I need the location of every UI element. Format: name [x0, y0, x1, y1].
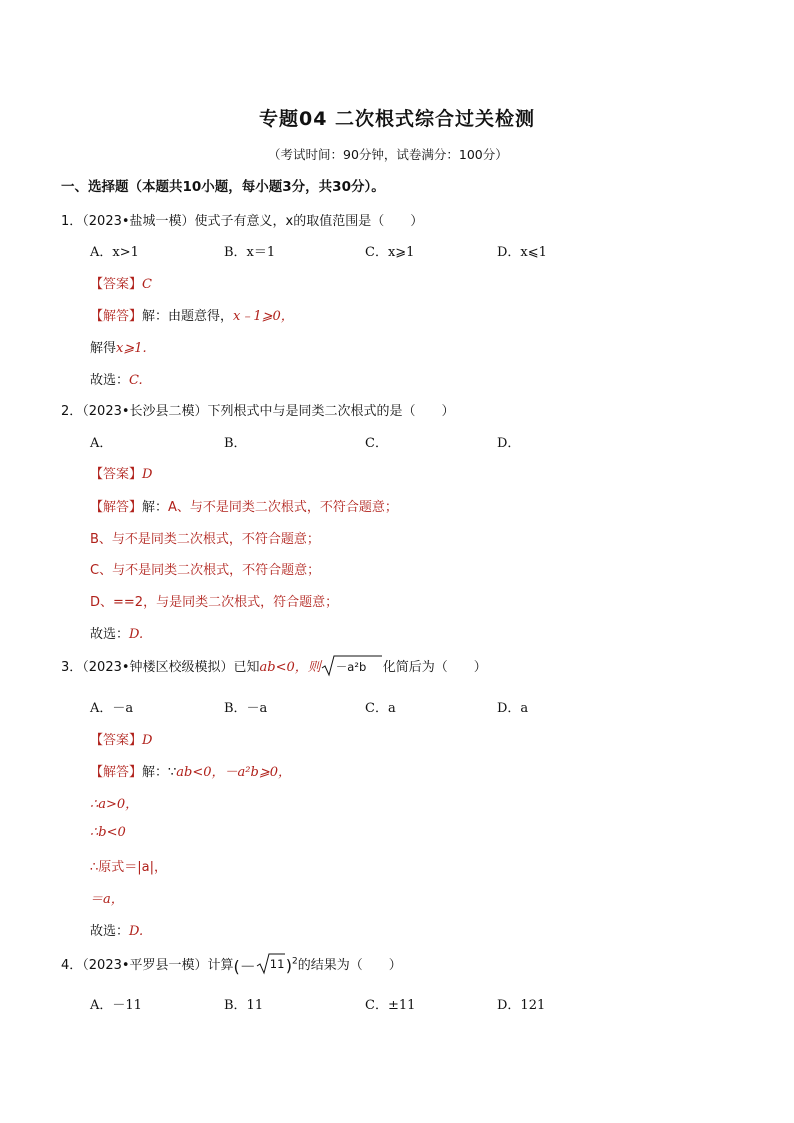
- analysis-expr: x⩾1.: [116, 341, 147, 356]
- q2-analysis-line3: C、与不是同类二次根式，不符合题意；: [90, 563, 321, 578]
- stem-text: 3．（2023•钟楼区校级模拟）已知: [61, 660, 260, 675]
- exam-info: （考试时间：90分钟，试卷满分：100分）: [268, 147, 508, 162]
- analysis-lead: 故选：: [90, 373, 130, 388]
- q2-analysis: [90, 496, 398, 515]
- answer-tag: 【答案】: [90, 277, 143, 292]
- analysis-lead: 解：: [142, 500, 169, 515]
- radicand: 11: [269, 956, 285, 971]
- q1-option-b: B．x＝1: [224, 245, 276, 260]
- q3-analysis-line3: ∴b<0: [90, 825, 126, 840]
- q2-option-b: B．: [224, 436, 247, 451]
- analysis-tag: 【解答】: [90, 765, 143, 780]
- q3-option-a: A．－a: [90, 701, 134, 716]
- analysis-expr: x﹣1⩾0，: [233, 309, 294, 324]
- radicand: －a²b: [335, 659, 367, 674]
- analysis-expr: D.: [129, 627, 144, 642]
- analysis-lead: 解：∵: [142, 765, 177, 780]
- q1-analysis-line2: [90, 337, 147, 356]
- q4-option-d: D．121: [497, 998, 546, 1013]
- q1-answer: [90, 273, 152, 292]
- q3-option-d: D．a: [497, 701, 529, 716]
- q2-analysis-line5: [90, 623, 143, 642]
- q4-option-b: B．11: [224, 998, 264, 1013]
- analysis-expr: D.: [129, 924, 144, 939]
- page-title: 专题04 二次根式综合过关检测: [258, 108, 536, 130]
- q1-option-c: C．x⩾1: [365, 245, 415, 260]
- sqrt-expression: [256, 953, 286, 975]
- stem-condition: ab<0，则: [259, 660, 321, 675]
- analysis-expr: C.: [129, 373, 143, 388]
- analysis-lead: 故选：: [90, 627, 130, 642]
- q1-option-a: A．x>1: [90, 245, 139, 260]
- paren-open: (－: [233, 957, 256, 976]
- analysis-tag: 【解答】: [90, 309, 143, 324]
- q4-option-c: C．±11: [365, 998, 416, 1013]
- q1-analysis-line3: [90, 369, 143, 388]
- q3-analysis-line5: ＝a，: [90, 892, 124, 907]
- q2-analysis-line2: B、与不是同类二次根式，不符合题意；: [90, 532, 320, 547]
- q3-stem: [61, 656, 487, 677]
- q3-analysis-line4: ∴原式＝|a|，: [90, 860, 167, 875]
- q1-stem: 1．（2023•盐城一模）使式子有意义，x的取值范围是（ ）: [61, 214, 424, 229]
- answer-value: C: [142, 277, 152, 292]
- q4-stem: [61, 954, 402, 977]
- analysis-expr: ab<0，－a²b⩾0，: [176, 765, 291, 780]
- q3-option-c: C．a: [365, 701, 396, 716]
- q3-analysis-line6: [90, 920, 143, 939]
- sqrt-expression: [321, 655, 383, 677]
- stem-text: 化简后为（ ）: [382, 660, 487, 675]
- q2-analysis-line4: D、==2，与是同类二次根式，符合题意；: [90, 595, 339, 610]
- q2-option-d: D．: [497, 436, 521, 451]
- analysis-lead: 解：由题意得，: [142, 309, 234, 324]
- answer-tag: 【答案】: [90, 733, 143, 748]
- answer-value: D: [142, 467, 153, 482]
- q4-option-a: A．－11: [90, 998, 142, 1013]
- answer-tag: 【答案】: [90, 467, 143, 482]
- q1-option-d: D．x⩽1: [497, 245, 547, 260]
- analysis-expr: A、与不是同类二次根式，不符合题意；: [168, 500, 398, 515]
- q1-analysis: [90, 305, 294, 324]
- stem-text: 4．（2023•平罗县一模）计算: [61, 958, 234, 973]
- analysis-lead: 解得: [90, 341, 117, 356]
- answer-value: D: [142, 733, 153, 748]
- q2-stem: 2．（2023•长沙县二模）下列根式中与是同类二次根式的是（ ）: [61, 404, 455, 419]
- analysis-tag: 【解答】: [90, 500, 143, 515]
- paren-close: ): [285, 956, 293, 975]
- section-heading: 一、选择题（本题共10小题，每小题3分，共30分）。: [61, 179, 385, 195]
- q3-analysis-line2: ∴a>0，: [90, 797, 139, 812]
- q2-option-a: A．: [90, 436, 113, 451]
- q3-analysis: [90, 761, 291, 780]
- q3-option-b: B．－a: [224, 701, 268, 716]
- q2-option-c: C．: [365, 436, 388, 451]
- q2-answer: [90, 463, 152, 482]
- q3-answer: [90, 729, 152, 748]
- exponent: 2: [292, 956, 298, 967]
- stem-text: 的结果为（ ）: [297, 958, 402, 973]
- analysis-lead: 故选：: [90, 924, 130, 939]
